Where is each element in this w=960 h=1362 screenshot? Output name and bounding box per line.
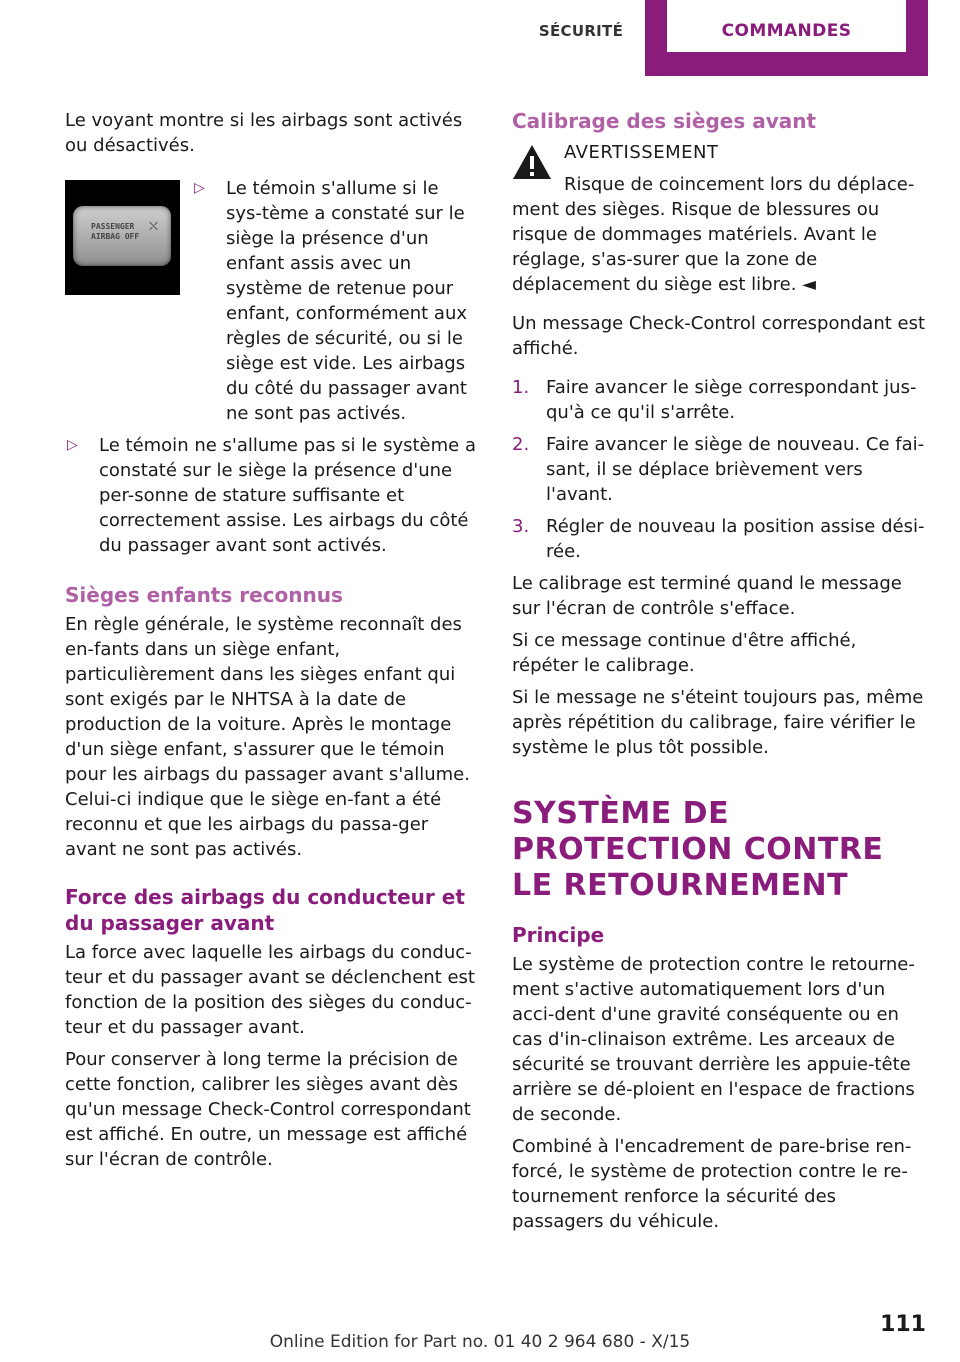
airbag-off-icon: ⛌ (149, 219, 158, 233)
calibration-check-paragraph: Si le message ne s'éteint toujours pas, même après répétition du calibrage, faire vérifier le système le plus tôt possible. (512, 687, 924, 758)
right-column (512, 108, 927, 1241)
footer-edition: Online Edition for Part no. 01 40 2 964 680 - X/15 (269, 1332, 691, 1352)
step-item (512, 375, 927, 425)
section-title-airbag-force: Force des airbags du conducteur et du passager avant (65, 885, 465, 935)
warning-body: ment des sièges. Risque de blessures ou risque de dommages matériels. Avant le réglage, s'as-surer que la zone de déplacement du siège est libre. ◄ (512, 199, 880, 295)
intro-paragraph: Le voyant montre si les airbags sont activés ou désactivés. (65, 110, 463, 156)
indicator-block (65, 176, 480, 426)
child-seats-paragraph: En règle générale, le système reconnaît des en-fants dans un siège enfant, particulièrement dans les sièges enfant qui sont exigés par le NHTSA à la date de production de la voiture. Après le montage d'un siège enfant, s'assurer que le témoin pour les airbags du passager avant s'allume. Celui-ci indique que le siège en-fant a été reconnu et que les airbags du passa-ger avant ne sont pas activés. (65, 614, 470, 860)
principe-paragraph-1: Le système de protection contre le retourne-ment s'active automatiquement lors d'un acci-dent d'une gravité conséquente ou en cas d'in-clinaison extrême. Les arceaux de sécurité se trouvant derrière les appuie-tête arrière se dé-ploient en l'espace de fractions de seconde. (512, 954, 915, 1125)
section-title-calibration: Calibrage des sièges avant (512, 109, 817, 133)
triangle-bullet-icon: ▷ (194, 180, 205, 196)
warning-triangle-icon (512, 144, 552, 180)
airbag-indicator-photo (65, 180, 180, 295)
step-text: Faire avancer le siège correspondant jus-qu'à ce qu'il s'arrête. (546, 377, 917, 423)
airbag-force-paragraph-2: Pour conserver à long terme la précision de cette fonction, calibrer les sièges avant dès qu'un message Check-Control correspondant est affiché. En outre, un message est affiché sur l'écran de contrôle. (65, 1049, 471, 1170)
tab-commandes[interactable] (645, 0, 928, 76)
step-number: 2. (512, 434, 530, 455)
airbag-indicator-label: PASSENGER AIRBAG OFF (91, 222, 140, 241)
step-text: Régler de nouveau la position assise dési-rée. (546, 516, 925, 562)
step-text: Faire avancer le siège de nouveau. Ce fai-sant, il se déplace brièvement vers l'avant. (546, 434, 925, 505)
bullet-item (65, 433, 480, 558)
warning-box (512, 140, 927, 297)
tab-securite[interactable]: SÉCURITÉ (538, 22, 624, 40)
airbag-force-paragraph-1: La force avec laquelle les airbags du conduc-teur et du passager avant se déclenchent est fonction de la position des sièges du conduc-teur et du passager avant. (65, 942, 475, 1038)
section-title-child-seats: Sièges enfants reconnus (65, 583, 343, 607)
warning-lead: Risque de coincement lors du déplace- (564, 174, 915, 195)
triangle-bullet-icon: ▷ (67, 437, 78, 453)
page-number: 111 (880, 1312, 926, 1337)
principe-paragraph-2: Combiné à l'encadrement de pare-brise ren-forcé, le système de protection contre le re-tournement renforce la sécurité des passagers du véhicule. (512, 1136, 912, 1232)
left-column (65, 108, 480, 1179)
calibration-done-paragraph: Le calibrage est terminé quand le message sur l'écran de contrôle s'efface. (512, 573, 902, 619)
bullet-text: Le témoin s'allume si le sys-tème a constaté sur le siège la présence d'un enfant assis avec un système de retenue pour enfant, conformément aux règles de sécurité, ou si le siège est vide. Les airbags du côté du passager avant ne sont pas activés. (226, 178, 468, 424)
tab-commandes-label: COMMANDES (721, 21, 852, 41)
section-title-principe: Principe (512, 923, 605, 947)
tab-commandes-inner (667, 0, 906, 52)
calibration-repeat-paragraph: Si ce message continue d'être affiché, répéter le calibrage. (512, 630, 857, 676)
step-number: 3. (512, 516, 530, 537)
chapter-tabs (0, 0, 960, 80)
bullet-text: Le témoin ne s'allume pas si le système a constaté sur le siège la présence d'une per-sonne de stature suffisante et correctement assise. Les airbags du côté du passager avant sont activés. (99, 435, 476, 556)
warning-title: AVERTISSEMENT (564, 142, 719, 163)
step-item (512, 432, 927, 507)
chapter-title-rollover: SYSTÈME DE PROTECTION CONTRE LE RETOURNEMENT (512, 796, 884, 903)
bullet-item (192, 176, 480, 426)
airbag-indicator-plate (73, 206, 171, 266)
step-item (512, 514, 927, 564)
check-control-paragraph: Un message Check-Control correspondant est affiché. (512, 313, 926, 359)
step-number: 1. (512, 377, 530, 398)
